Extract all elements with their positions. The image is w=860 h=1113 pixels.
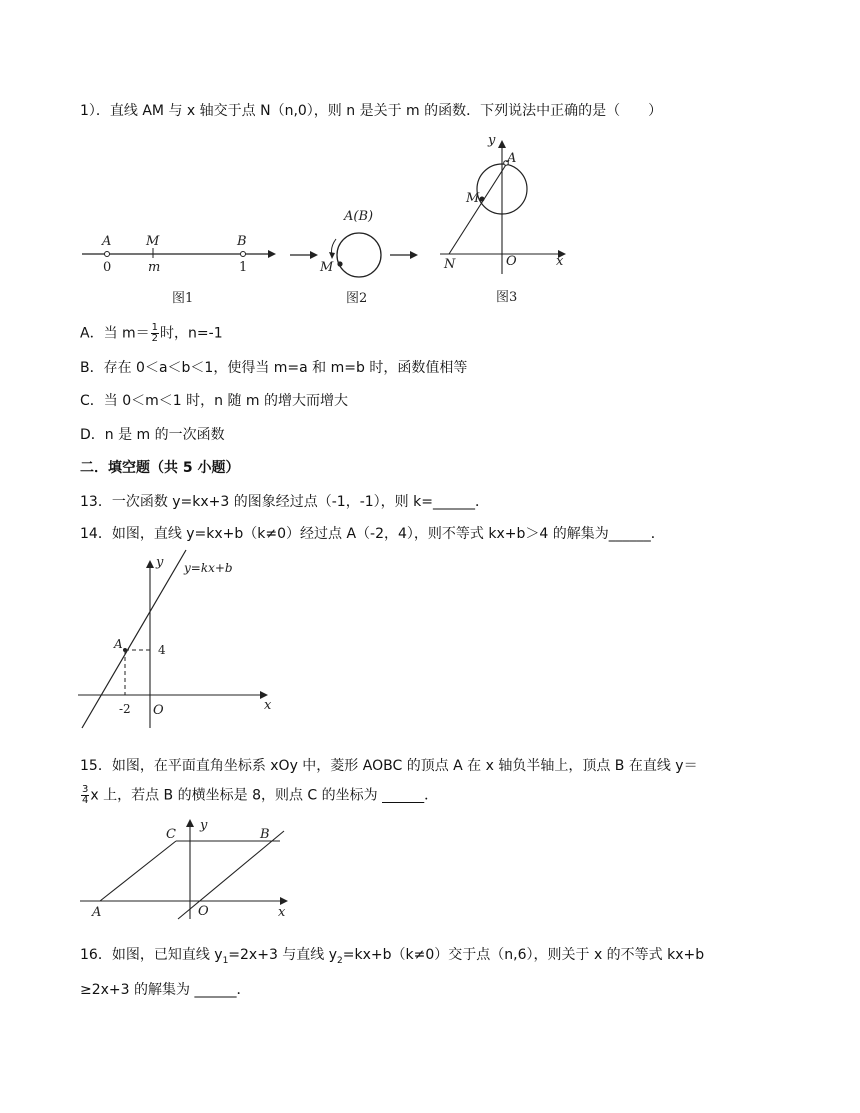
option-a-suffix: 时，n=-1 bbox=[160, 325, 223, 342]
q15-line-2-text: x 上，若点 B 的横坐标是 8，则点 C 的坐标为 ______． bbox=[90, 787, 439, 804]
fig1-tick-m: m bbox=[148, 260, 161, 275]
q15-label-b: B bbox=[260, 827, 270, 842]
fig1-caption: 图1 bbox=[172, 291, 194, 306]
fig3-label-o: O bbox=[506, 254, 517, 269]
fig3-label-y: y bbox=[488, 133, 496, 148]
fig3-label-m: M bbox=[466, 191, 480, 206]
q16-line-1 bbox=[80, 945, 704, 971]
fig1-label-m: M bbox=[146, 234, 160, 249]
q12-option-c: C．当 0＜m＜1 时，n 随 m 的增大而增大 bbox=[80, 393, 348, 409]
q12-figure-3 bbox=[436, 132, 576, 307]
fig1-tick-0: 0 bbox=[103, 260, 112, 275]
q14-label-4: 4 bbox=[158, 643, 166, 657]
q12-option-a bbox=[80, 323, 223, 344]
q14-label-eq: y=kx+b bbox=[184, 561, 233, 575]
q12-figure-1 bbox=[78, 230, 278, 310]
q12-option-d: D．n 是 m 的一次函数 bbox=[80, 427, 225, 443]
q15-label-x: x bbox=[278, 905, 286, 920]
q14-stem: 14．如图，直线 y=kx+b（k≠0）经过点 A（-2，4），则不等式 kx+b＞4 的解集为______． bbox=[80, 526, 665, 542]
fig2-label-ab: A(B) bbox=[344, 209, 374, 224]
q16-line-2: ≥2x+3 的解集为 ______． bbox=[80, 982, 251, 998]
q15-label-y: y bbox=[200, 818, 208, 833]
q12-figure-2 bbox=[310, 205, 400, 310]
fig2-label-m: M bbox=[320, 260, 334, 275]
q13-stem: 13．一次函数 y=kx+3 的图象经过点（-1，-1），则 k=______． bbox=[80, 494, 489, 510]
q15-line-2 bbox=[80, 785, 438, 806]
fig2-caption: 图2 bbox=[346, 291, 368, 306]
option-a-prefix: A．当 m＝ bbox=[80, 325, 150, 342]
fig3-caption: 图3 bbox=[496, 290, 518, 305]
q15-label-o: O bbox=[198, 904, 209, 919]
q15-fraction: $\frac{3}{4}$ bbox=[82, 784, 89, 806]
q12-option-b: B．存在 0＜a＜b＜1，使得当 m=a 和 m=b 时，函数值相等 bbox=[80, 360, 468, 376]
fig3-label-a: A bbox=[507, 151, 517, 166]
option-a-fraction: $\frac{1}{2}$ bbox=[151, 322, 159, 344]
fig1-label-a: A bbox=[102, 234, 112, 249]
q16-sub-1: 1 bbox=[222, 955, 229, 966]
arrow-icon bbox=[390, 250, 420, 260]
q15-line-1: 15．如图，在平面直角坐标系 xOy 中，菱形 AOBC 的顶点 A 在 x 轴负半轴上，顶点 B 在直线 y＝ bbox=[80, 758, 698, 774]
q16-text-c: =kx+b（k≠0）交于点（n,6），则关于 x 的不等式 kx+b bbox=[342, 947, 705, 963]
fig1-label-b: B bbox=[237, 234, 247, 249]
q14-label-x: x bbox=[264, 698, 272, 713]
q16-text-b: =2x+3 与直线 y bbox=[228, 947, 338, 963]
q15-label-a: A bbox=[92, 905, 102, 920]
q14-label-a: A bbox=[114, 637, 123, 651]
q16-text-a: 16．如图，已知直线 y bbox=[80, 947, 223, 963]
q12-stem: 1）．直线 AM 与 x 轴交于点 N（n,0），则 n 是关于 m 的函数．下列说法中正确的是（ ） bbox=[80, 103, 663, 119]
q14-figure bbox=[76, 552, 276, 732]
q15-label-c: C bbox=[166, 827, 176, 842]
section-title: 二．填空题（共 5 小题） bbox=[80, 460, 240, 476]
q15-figure bbox=[78, 815, 298, 925]
q14-label-o: O bbox=[153, 703, 164, 718]
fig3-label-n: N bbox=[444, 257, 456, 272]
q16-sub-2: 2 bbox=[337, 955, 343, 966]
fig3-label-x: x bbox=[556, 254, 564, 269]
q14-label-y: y bbox=[156, 555, 164, 570]
fig1-tick-1: 1 bbox=[239, 260, 248, 275]
q14-label-neg2: -2 bbox=[119, 702, 131, 716]
